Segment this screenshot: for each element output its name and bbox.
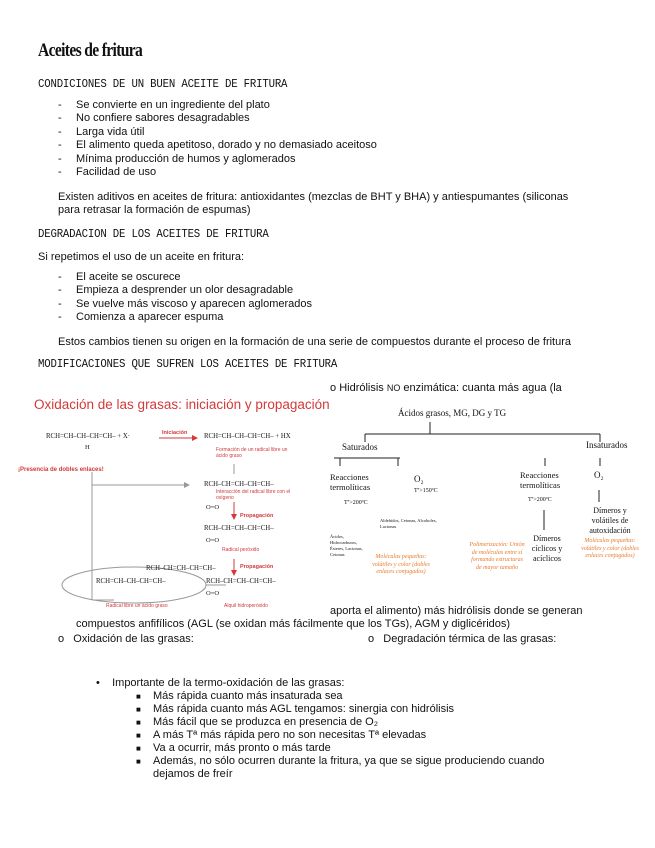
temp-200-2: Tª>200ºC: [528, 497, 552, 503]
list-item: - El alimento queda apetitoso, dorado y no demasiado aceitoso: [56, 139, 377, 152]
degradation-label: Degradación térmica de las grasas:: [383, 633, 557, 645]
list-item-text-cont: dejamos de freír: [153, 768, 233, 780]
equation-1-h: H: [85, 444, 90, 451]
list-item: - Larga vida útil: [56, 126, 377, 139]
thermolytic-node-2: Reacciones termolíticas: [520, 470, 561, 490]
thermo-oxidation-list: [136, 690, 544, 781]
temp-200-1: Tª>200ºC: [344, 500, 368, 506]
list-item-text: Más rápida cuanto más insaturada sea: [153, 690, 343, 702]
oxidation-bullet: [58, 633, 194, 646]
saturated-products: Ácidos, Hidrocarburos, Ésteres, Lactonas, Cetonas: [330, 534, 363, 557]
list-item-text: Va a ocurrir, más pronto o más tarde: [153, 742, 331, 754]
bullet-dot-icon: •: [96, 677, 100, 689]
propagation-label-1: Propagación: [240, 513, 274, 519]
hydrolysis-text-post: enzimática: cuanta más agua (la: [400, 382, 562, 394]
section-heading-degradation: DEGRADACION DE LOS ACEITES DE FRITURA: [38, 228, 269, 241]
alkyl-hydroperoxide-label: Alquil hidroperóxido: [224, 603, 268, 609]
square-bullet-icon: ■: [136, 757, 141, 766]
list-item: [136, 742, 544, 755]
hydrolysis-line1: [330, 382, 562, 395]
list-item: - No confiere sabores desagradables: [56, 112, 377, 125]
equation-1-product: RCH=CH–CH–CH=CH– + HX: [204, 433, 291, 440]
list-item: [136, 729, 544, 742]
bullet-o: o: [330, 382, 337, 394]
thermolytic-node-1: Reacciones termolíticas: [330, 472, 371, 492]
initiation-label: Iniciación: [162, 430, 188, 436]
temp-150: Tª>150ºC: [414, 488, 438, 494]
double-bonds-note: ¡Presencia de dobles enlaces!: [18, 467, 104, 473]
oxidation-figure: [18, 392, 330, 614]
unsaturated-node: Insaturados: [586, 440, 628, 450]
oxygen-molecule-2: O=O: [206, 537, 220, 544]
list-item: - Comienza a aparecer espuma: [56, 311, 312, 324]
list-item: [136, 690, 544, 703]
important-bullet: [96, 677, 344, 690]
oxidation-diagram-lines: [34, 392, 324, 614]
page-title: Aceites de fritura: [38, 40, 143, 61]
dimers-volatiles-node: Dímeros y volátiles de autoxidación: [589, 506, 631, 535]
list-item: [136, 703, 544, 716]
dimers-node: Dímeros cíclicos y acíclicos: [531, 534, 563, 563]
list-item: - Se convierte en un ingrediente del plato: [56, 99, 377, 112]
orange-note-polymerization: Polimerización: Unión de moléculas entre sí formando estructuras de mayor tamaño: [469, 542, 525, 571]
degradation-note: Estos cambios tienen su origen en la formación de una serie de compuestos durante el proceso de fritura: [58, 336, 572, 348]
degradation-list: [56, 271, 312, 325]
caption-interaction: Interacción del radical libre con el oxígeno: [216, 489, 291, 501]
section-heading-modifications: MODIFICACIONES QUE SUFREN LOS ACEITES DE FRITURA: [38, 358, 338, 371]
list-item: [136, 755, 544, 781]
hydrolysis-no: NO: [386, 383, 401, 393]
oxygen-molecule-3: O=O: [206, 590, 220, 597]
hydrolysis-text: Hidrólisis: [339, 382, 387, 394]
degradation-bullet: [368, 633, 556, 646]
radical-free-label: Radical libre un ácido graso: [106, 603, 168, 609]
square-bullet-icon: ■: [136, 744, 141, 753]
oxidation-products: Aldehídos, Cetonas, Alcoholes, Lactonas: [380, 518, 437, 529]
list-item: - Mínima producción de humos y aglomerados: [56, 153, 377, 166]
thermal-degradation-diagram: [330, 398, 640, 603]
additives-note-line2: para retrasar la formación de espumas): [58, 204, 251, 216]
list-item: - Facilidad de uso: [56, 166, 377, 179]
list-item-text: A más Tª más rápida pero no son necesitas Tª elevadas: [153, 729, 427, 741]
list-item: - Empieza a desprender un olor desagradable: [56, 284, 312, 297]
oxygen-node-2: O₂: [594, 470, 604, 480]
radical-peroxide-label: Radical peróxido: [222, 547, 260, 553]
equation-4: RCH–CH=CH–CH=CH–: [146, 565, 216, 572]
section-heading-conditions: CONDICIONES DE UN BUEN ACEITE DE FRITURA: [38, 78, 288, 91]
list-item-text: Más fácil que se produzca en presencia de O₂: [153, 716, 379, 728]
caption-radical: Formación de un radical libre un ácido graso: [216, 447, 288, 459]
square-bullet-icon: ■: [136, 731, 141, 740]
list-item-text: Además, no sólo ocurren durante la fritura, ya que se sigue produciendo cuando: [153, 755, 545, 767]
oxidation-label: Oxidación de las grasas:: [73, 633, 194, 645]
list-item-text: Más rápida cuanto más AGL tengamos: sinergia con hidrólisis: [153, 703, 455, 715]
square-bullet-icon: ■: [136, 718, 141, 727]
bullet-o: o: [368, 633, 375, 645]
orange-note-small-molecules-2: Moléculas pequeñas: volátiles y color (dobles enlaces conjugados): [581, 538, 639, 559]
diagram-top-node: Ácidos grasos, MG, DG y TG: [398, 408, 507, 418]
degradation-intro: Si repetimos el uso de un aceite en fritura:: [38, 251, 245, 263]
equation-3b: RCH–CH=CH–CH=CH–: [206, 578, 276, 585]
equation-3: RCH–CH=CH–CH=CH–: [204, 525, 274, 532]
important-label: Importante de la termo-oxidación de las grasas:: [112, 677, 345, 689]
bullet-o: o: [58, 633, 65, 645]
equation-2: RCH–CH=CH–CH=CH–: [204, 481, 274, 488]
saturated-node: Saturados: [342, 442, 378, 452]
hydrolysis-line2: aporta el alimento) más hidrólisis donde se generan: [330, 605, 583, 617]
propagation-label-2: Propagación: [240, 564, 274, 570]
orange-note-small-molecules: Moléculas pequeñas: volátiles y color (dobles enlaces conjugados): [372, 554, 430, 575]
figure-title: Oxidación de las grasas: iniciación y propagación: [34, 397, 330, 412]
square-bullet-icon: ■: [136, 705, 141, 714]
list-item: - Se vuelve más viscoso y aparecen aglomerados: [56, 298, 312, 311]
additives-note-line1: Existen aditivos en aceites de fritura: antioxidantes (mezclas de BHT y BHA) y antiespumantes (siliconas: [58, 191, 569, 203]
square-bullet-icon: ■: [136, 692, 141, 701]
oxygen-node-1: O₂: [414, 474, 424, 484]
conditions-list: [56, 99, 377, 179]
oxygen-molecule: O=O: [206, 504, 220, 511]
equation-5: RCH=CH–CH–CH=CH–: [96, 578, 166, 585]
equation-1: RCH=CH–CH–CH=CH– + X·: [46, 433, 131, 440]
hydrolysis-line3: compuestos anfifílicos (AGL (se oxidan más fácilmente que los TGs), AGM y diglicéridos): [76, 618, 511, 630]
list-item: - El aceite se oscurece: [56, 271, 312, 284]
list-item: [136, 716, 544, 729]
